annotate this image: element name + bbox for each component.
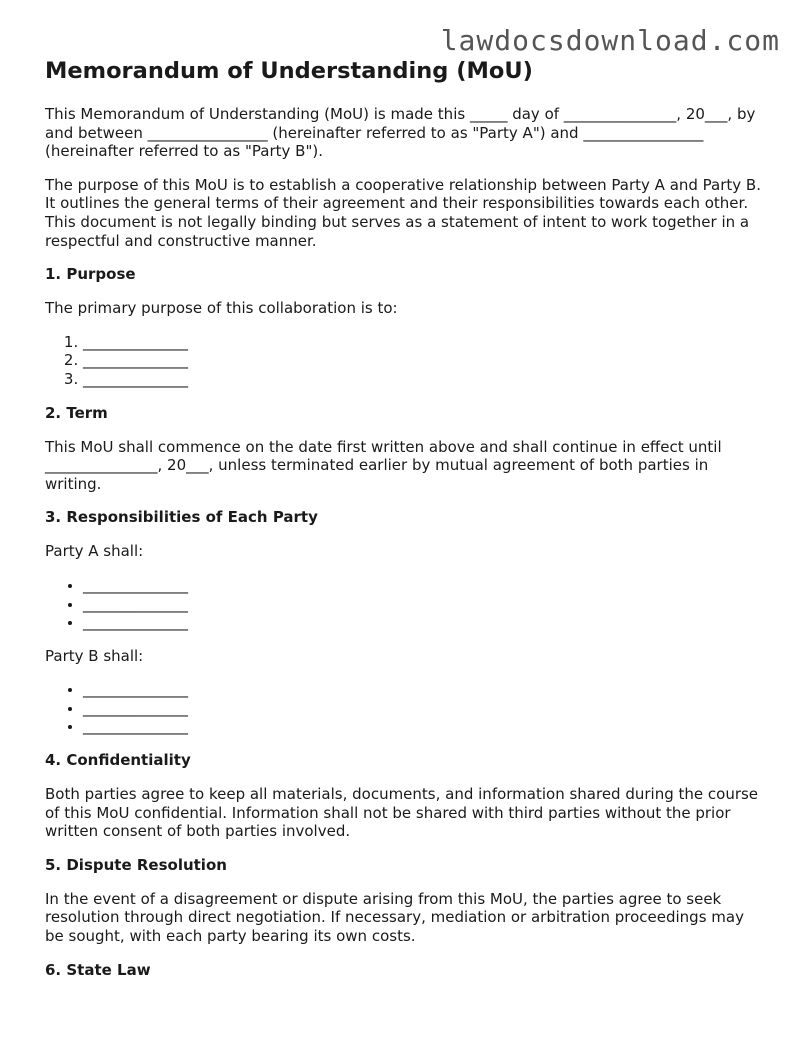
party-b-list-item: • ______________ [83,717,763,736]
term-text: This MoU shall commence on the date first written above and shall continue in effect until _______________, 20___, unless terminated earlier by mutual agreement of both parties in writing. [45,437,722,493]
party-a-list [45,576,763,632]
confidentiality-text: Both parties agree to keep all materials, documents, and information shared during the course of this MoU confidential. Information shall not be shared with third parties without the prior written consent of both parties involved. [45,785,759,841]
party-b-list [45,680,763,736]
document-page [45,56,763,995]
intro-paragraph: This Memorandum of Understanding (MoU) is made this _____ day of _______________, 20___, by and between ________________ (hereinafter referred to as "Party A") and ________________ (hereinafter referred to as "Party B"). [45,105,756,161]
dispute-resolution-text: In the event of a disagreement or dispute arising from this MoU, the parties agree to seek resolution through direct negotiation. If necessary, mediation or arbitration proceedings may be sought, with each party bearing its own costs. [45,889,744,946]
party-b-list-item: • ______________ [83,699,763,718]
section-heading-purpose: 1. Purpose [45,265,136,284]
section-heading-term: 2. Term [45,403,108,422]
party-b-label: Party B shall: [45,646,144,665]
section-heading-responsibilities: 3. Responsibilities of Each Party [45,508,318,527]
party-b-list-item: • ______________ [83,680,763,699]
purpose-list-item: 3. ______________ [83,370,763,389]
section-heading-confidentiality: 4. Confidentiality [45,751,191,770]
party-a-label: Party A shall: [45,542,144,561]
purpose-list [45,333,763,389]
party-a-list-item: • ______________ [83,595,763,614]
purpose-list-item: 2. ______________ [83,351,763,370]
party-a-list-item: • ______________ [83,576,763,595]
section-heading-dispute-resolution: 5. Dispute Resolution [45,855,227,874]
purpose-text: The primary purpose of this collaboration is to: [45,299,398,318]
watermark: lawdocsdownload.com [440,24,780,57]
purpose-statement: The purpose of this MoU is to establish a cooperative relationship between Party A and Party B. It outlines the general terms of their agreement and their responsibilities towards each other. This document is not legally binding but serves as a statement of intent to work together in a respectful and constructive manner. [45,175,761,250]
document-title: Memorandum of Understanding (MoU) [45,58,533,84]
party-a-list-item: • ______________ [83,613,763,632]
purpose-list-item: 1. ______________ [83,333,763,352]
section-heading-state-law: 6. State Law [45,960,151,979]
